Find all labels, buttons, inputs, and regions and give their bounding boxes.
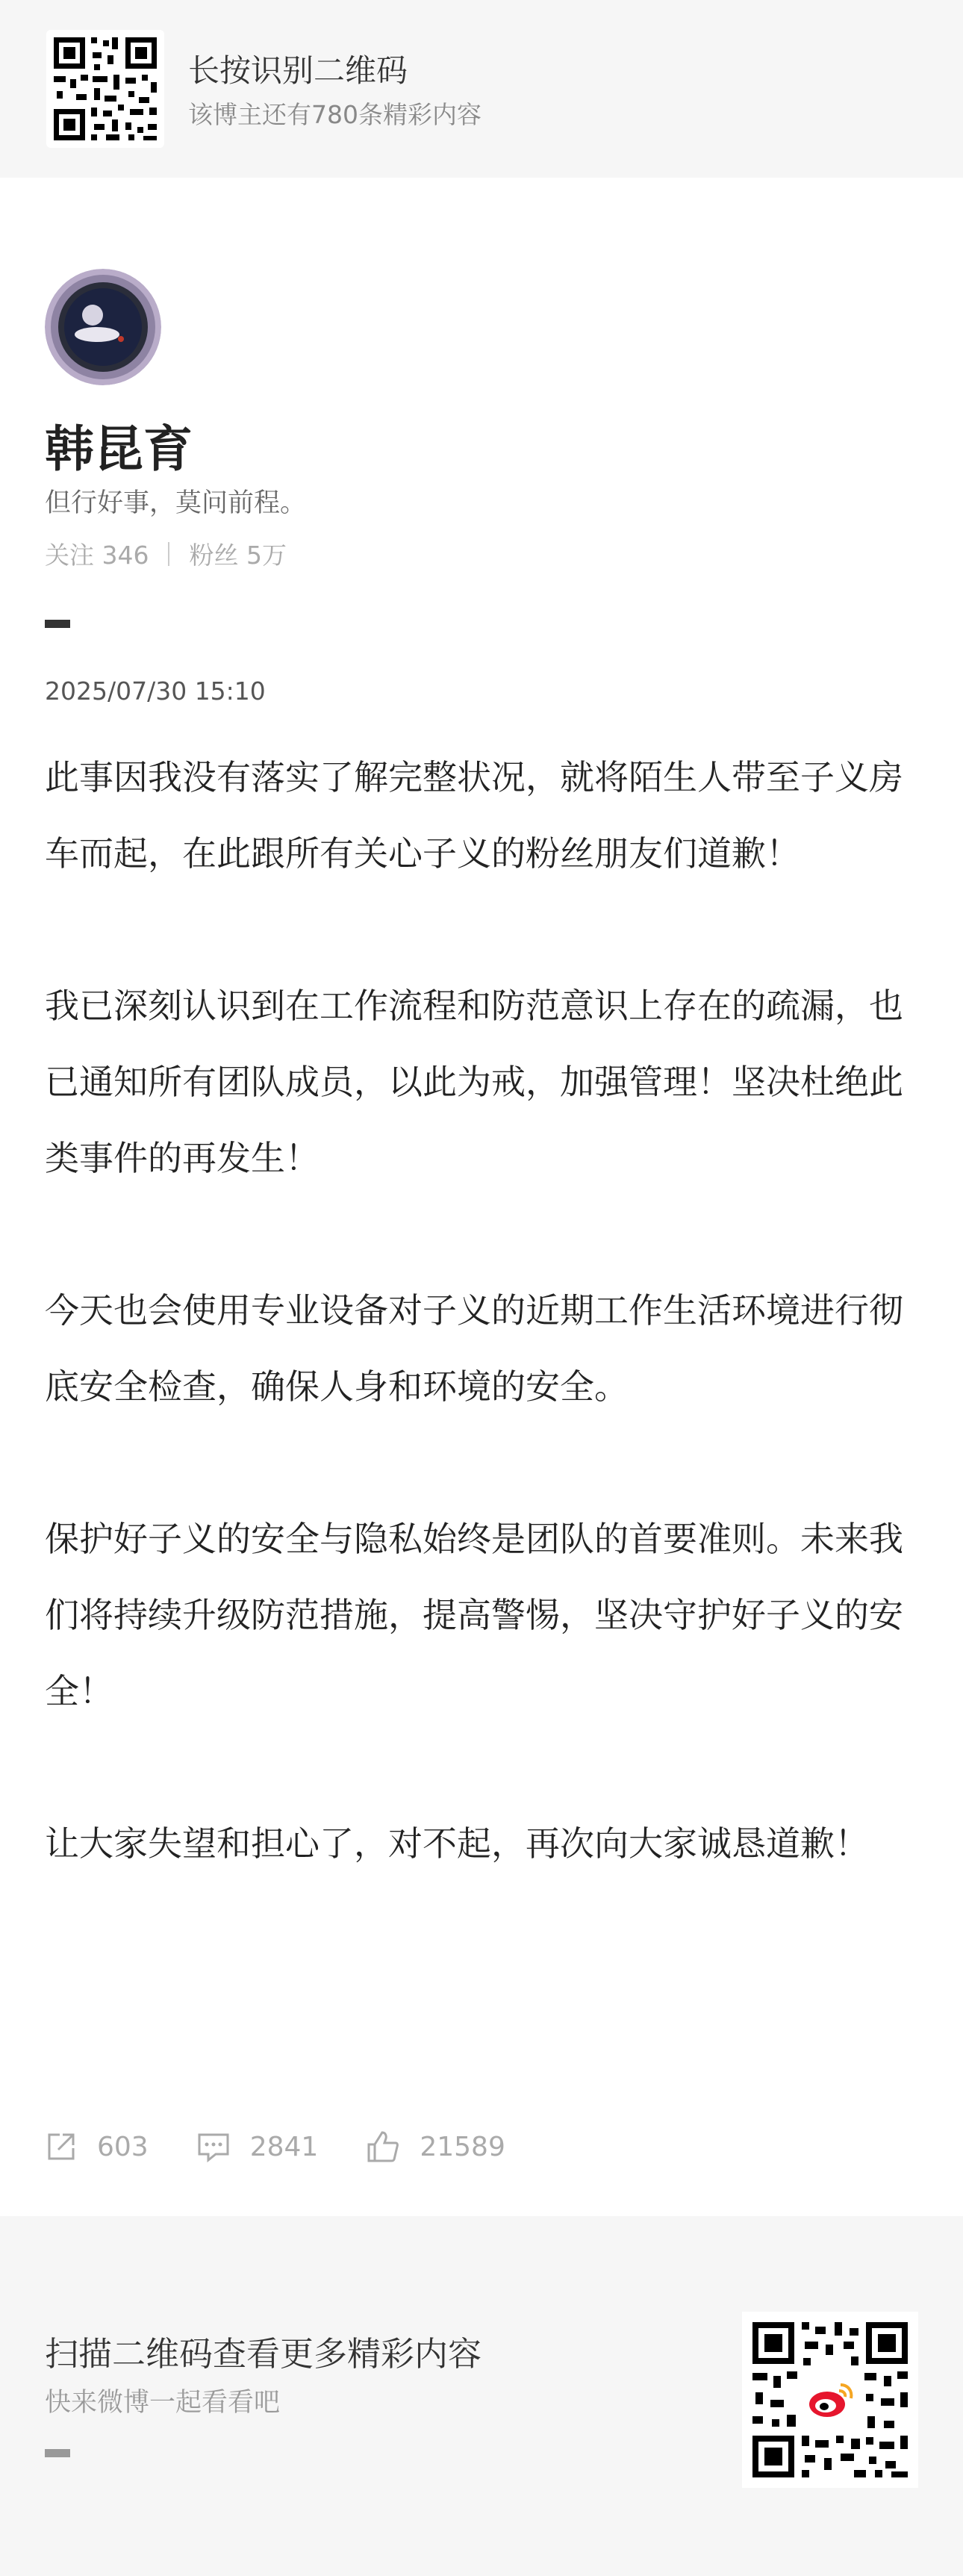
user-name[interactable]: 韩昆育 xyxy=(45,420,193,478)
qr-banner xyxy=(0,0,963,178)
repost-button[interactable] xyxy=(45,2130,149,2163)
thumbs-up-icon xyxy=(366,2129,400,2164)
post-paragraph: 此事因我没有落实了解完整状况，就将陌生人带至子义房车而起，在此跟所有关心子义的粉丝朋友们道歉！ xyxy=(45,757,903,874)
footer-title: 扫描二维码查看更多精彩内容 xyxy=(45,2334,482,2374)
avatar-image-icon xyxy=(45,269,161,385)
qr-code-icon xyxy=(46,30,164,148)
post-actions xyxy=(45,2129,553,2164)
post-body xyxy=(45,739,918,1958)
post-paragraph: 保护好子义的安全与隐私始终是团队的首要准则。未来我们将持续升级防范措施，提高警惕，坚决守护好子义的安全！ xyxy=(45,1519,903,1711)
following-count[interactable]: 关注 346 xyxy=(45,541,149,570)
post-timestamp: 2025/07/30 15:10 xyxy=(45,676,266,706)
footer-banner xyxy=(0,2216,963,2576)
weibo-qr-code-icon xyxy=(742,2312,918,2488)
followers-count[interactable]: 粉丝 5万 xyxy=(189,541,287,570)
banner-title: 长按识别二维码 xyxy=(188,52,408,89)
footer-divider xyxy=(45,2449,70,2457)
repost-count: 603 xyxy=(97,2131,149,2162)
post-paragraph: 我已深刻认识到在工作流程和防范意识上存在的疏漏，也已通知所有团队成员，以此为戒，加强管理！坚决杜绝此类事件的再发生！ xyxy=(45,986,903,1178)
user-stats xyxy=(45,536,287,571)
post-paragraph: 今天也会使用专业设备对子义的近期工作生活环境进行彻底安全检查，确保人身和环境的安全。 xyxy=(45,1290,903,1407)
banner-subtitle: 该博主还有780条精彩内容 xyxy=(188,100,482,129)
stats-divider xyxy=(168,542,169,566)
qr-code-small[interactable] xyxy=(46,30,164,148)
like-button[interactable] xyxy=(366,2129,505,2164)
qr-code-large[interactable] xyxy=(742,2312,918,2488)
footer-subtitle: 快来微博一起看看吧 xyxy=(45,2388,281,2418)
user-bio: 但行好事，莫问前程。 xyxy=(45,488,307,518)
comment-count: 2841 xyxy=(249,2131,319,2162)
share-icon xyxy=(45,2130,78,2163)
section-divider xyxy=(45,620,70,628)
like-count: 21589 xyxy=(420,2131,505,2162)
post-paragraph: 让大家失望和担心了，对不起，再次向大家诚恳道歉！ xyxy=(45,1823,869,1864)
comment-button[interactable] xyxy=(196,2130,319,2163)
avatar[interactable] xyxy=(45,269,161,385)
comment-icon xyxy=(196,2130,231,2163)
